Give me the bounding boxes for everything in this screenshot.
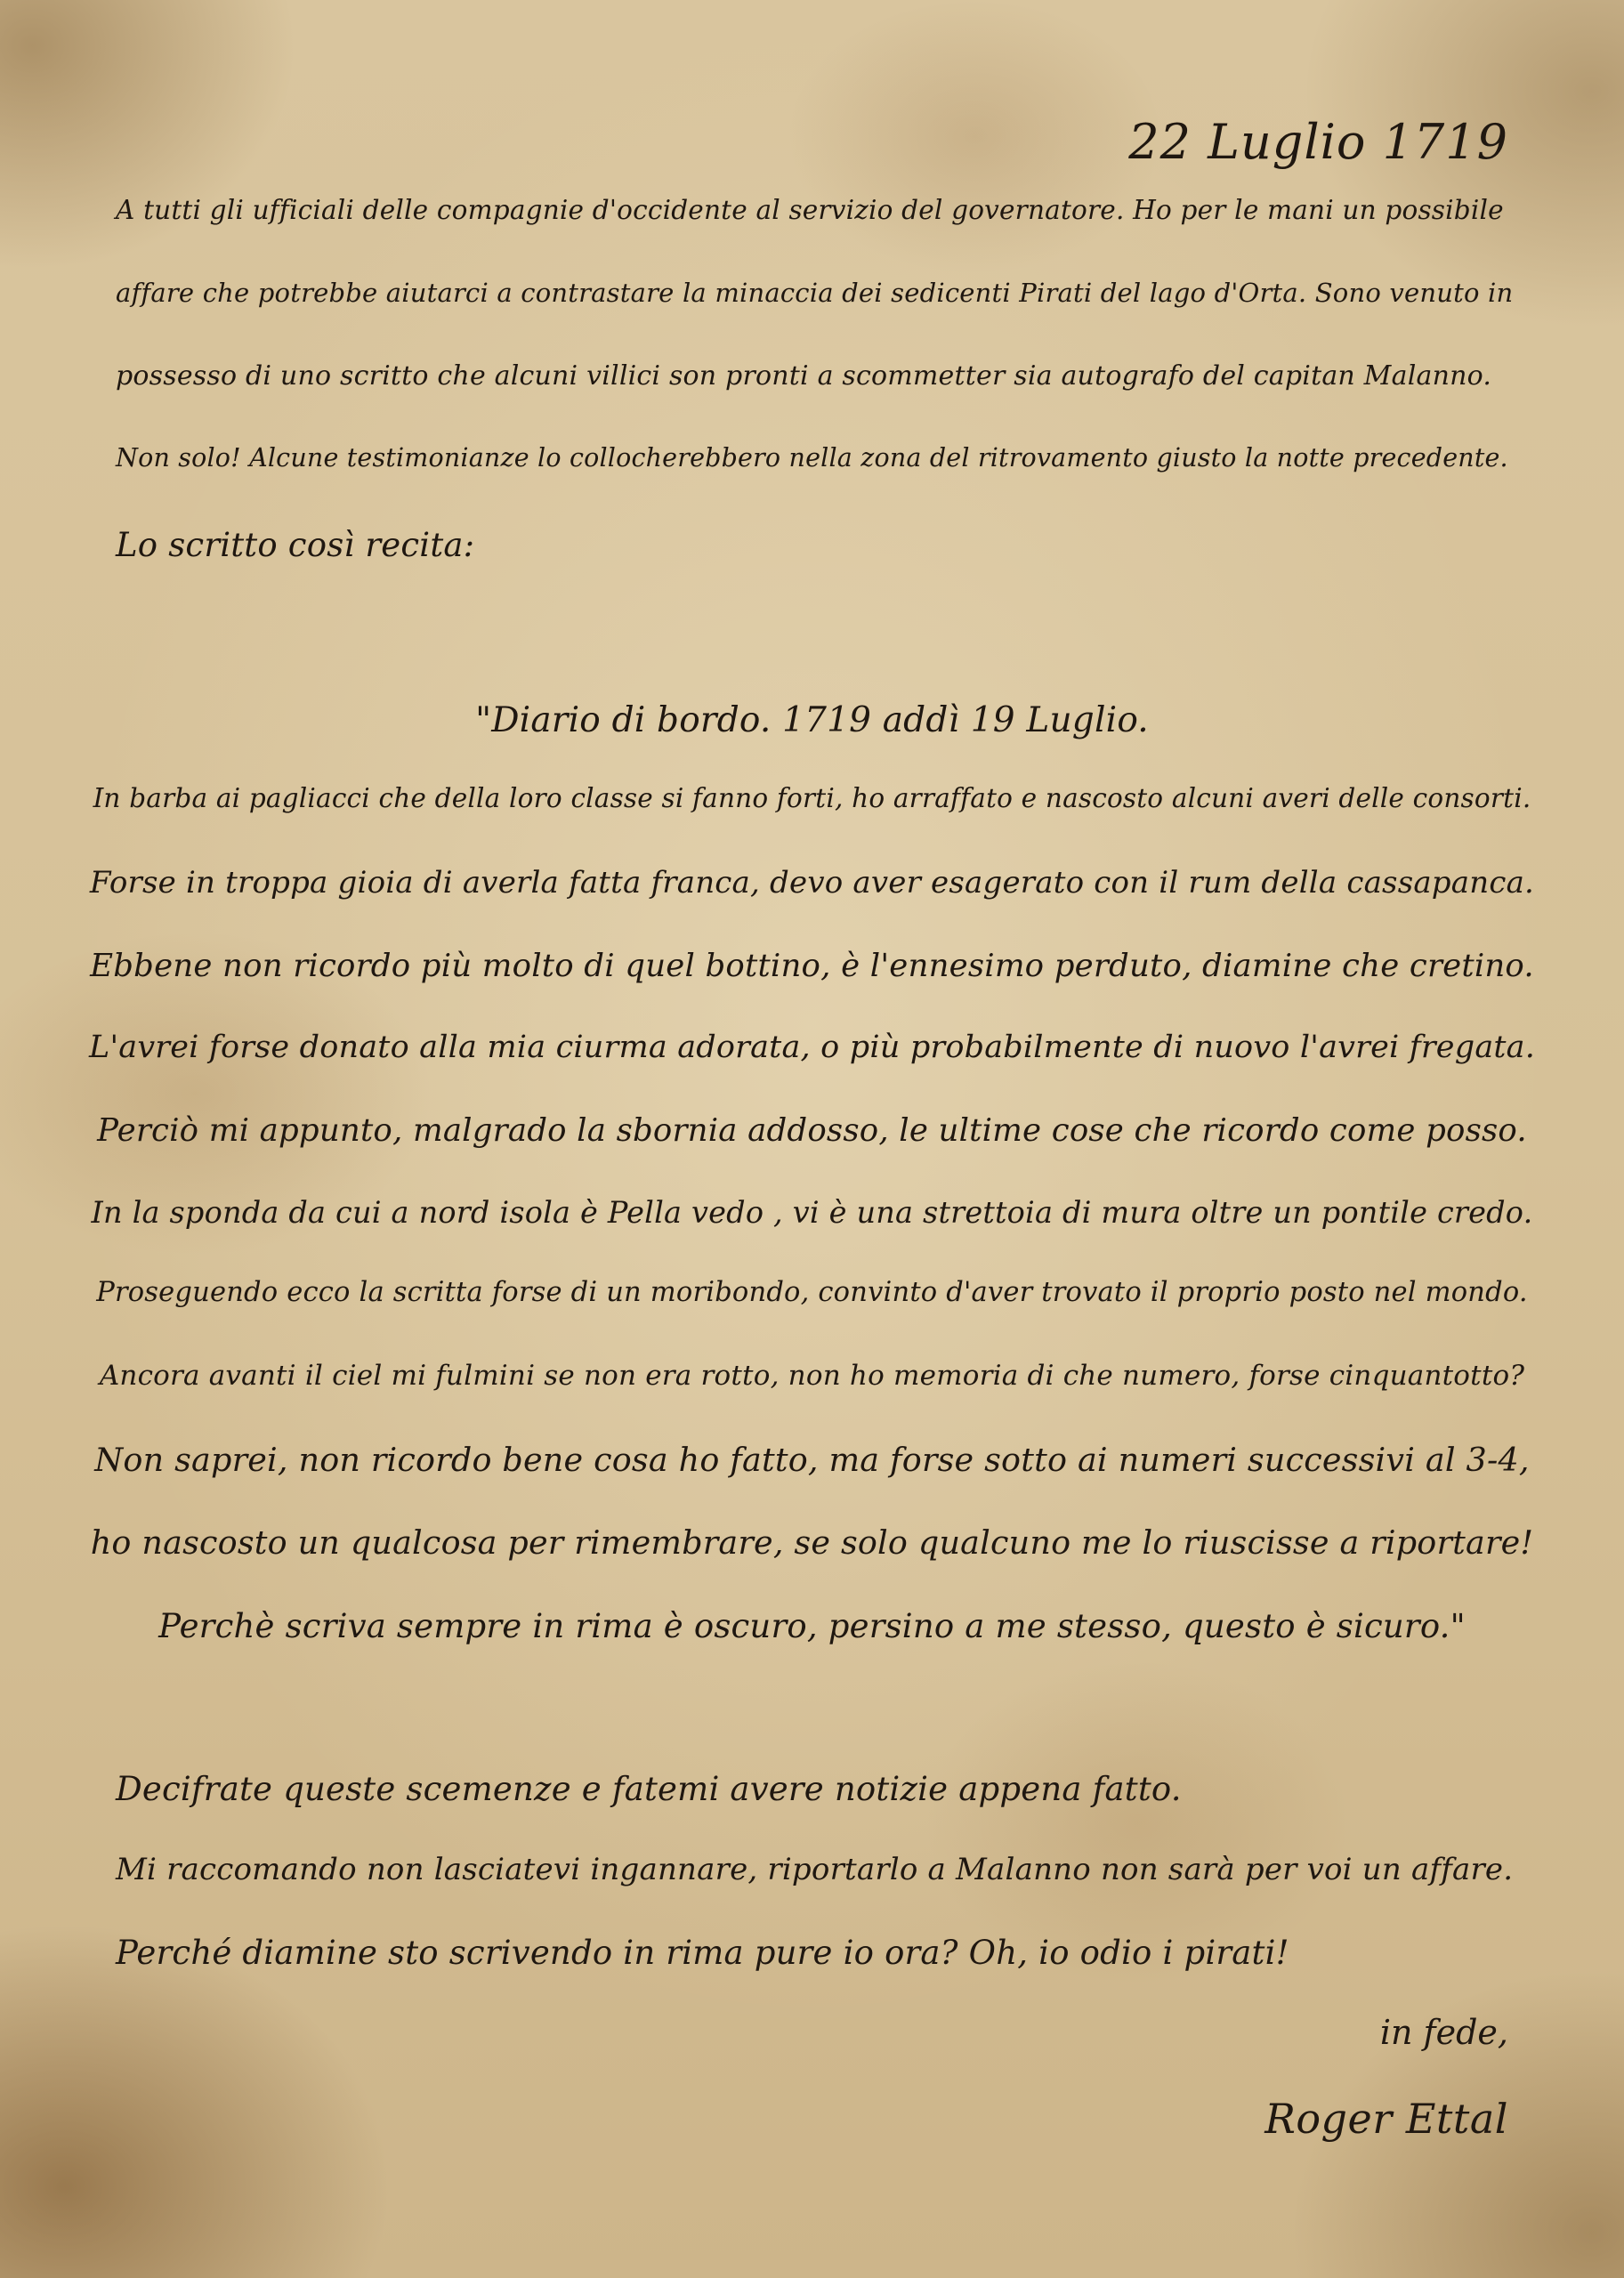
intro-line: A tutti gli ufficiali delle compagnie d'occidente al servizio del governatore. Ho per le mani un possibile bbox=[116, 195, 1504, 225]
poem-line: Perchè scriva sempre in rima è oscuro, persino a me stesso, questo è sicuro." bbox=[158, 1606, 1466, 1645]
intro-line: affare che potrebbe aiutarci a contrastare la minaccia dei sedicenti Pirati del lago d'Orta. Sono venuto in bbox=[116, 278, 1514, 308]
signature-name: Roger Ettal bbox=[1264, 2095, 1508, 2143]
letter-closing bbox=[116, 1770, 1514, 2018]
closing-line: Decifrate queste scemenze e fatemi avere notizie appena fatto. bbox=[116, 1770, 1182, 1808]
poem-line: ho nascosto un qualcosa per rimembrare, se solo qualcuno me lo riuscisse a riportare! bbox=[90, 1523, 1534, 1562]
intro-line: possesso di uno scritto che alcuni villici son pronti a scommetter sia autografo del capitan Malanno. bbox=[116, 360, 1492, 392]
closing-line: Mi raccomando non lasciatevi ingannare, riportarlo a Malanno non sarà per voi un affare. bbox=[116, 1852, 1514, 1887]
letter-date: 22 Luglio 1719 bbox=[1128, 114, 1508, 170]
closing-line: Perché diamine sto scrivendo in rima pure io ora? Oh, io odio i pirati! bbox=[116, 1934, 1289, 1972]
sign-off: in fede, bbox=[1379, 2013, 1508, 2052]
poem-line: Forse in troppa gioia di averla fatta franca, devo aver esagerato con il rum della cassapanca. bbox=[89, 865, 1535, 901]
poem-line: Proseguendo ecco la scritta forse di un moribondo, convinto d'aver trovato il proprio posto nel mondo. bbox=[96, 1277, 1528, 1309]
logbook-poem bbox=[89, 700, 1536, 1692]
intro-line: Non solo! Alcune testimonianze lo collocherebbero nella zona del ritrovamento giusto la notte precedente. bbox=[116, 443, 1508, 473]
poem-line: Non saprei, non ricordo bene cosa ho fatto, ma forse sotto ai numeri successivi al 3-4, bbox=[94, 1441, 1530, 1480]
poem-title: "Diario di bordo. 1719 addì 19 Luglio. bbox=[475, 700, 1149, 740]
intro-line: Lo scritto così recita: bbox=[116, 526, 475, 564]
poem-line: Perciò mi appunto, malgrado la sbornia addosso, le ultime cose che ricordo come posso. bbox=[97, 1111, 1527, 1149]
poem-line: L'avrei forse donato alla mia ciurma adorata, o più probabilmente di nuovo l'avrei fregata. bbox=[89, 1030, 1536, 1066]
poem-line: In la sponda da cui a nord isola è Pella vedo , vi è una strettoia di mura oltre un pontile credo. bbox=[91, 1194, 1533, 1230]
letter-intro bbox=[116, 195, 1514, 611]
signature-block bbox=[1264, 2013, 1508, 2143]
poem-line: Ancora avanti il ciel mi fulmini se non era rotto, non ho memoria di che numero, forse cinquantotto? bbox=[99, 1359, 1525, 1392]
poem-line: Ebbene non ricordo più molto di quel bottino, è l'ennesimo perduto, diamine che cretino. bbox=[90, 947, 1534, 984]
poem-line: In barba ai pagliacci che della loro classe si fanno forti, ho arraffato e nascosto alcuni averi delle consorti. bbox=[93, 782, 1531, 813]
